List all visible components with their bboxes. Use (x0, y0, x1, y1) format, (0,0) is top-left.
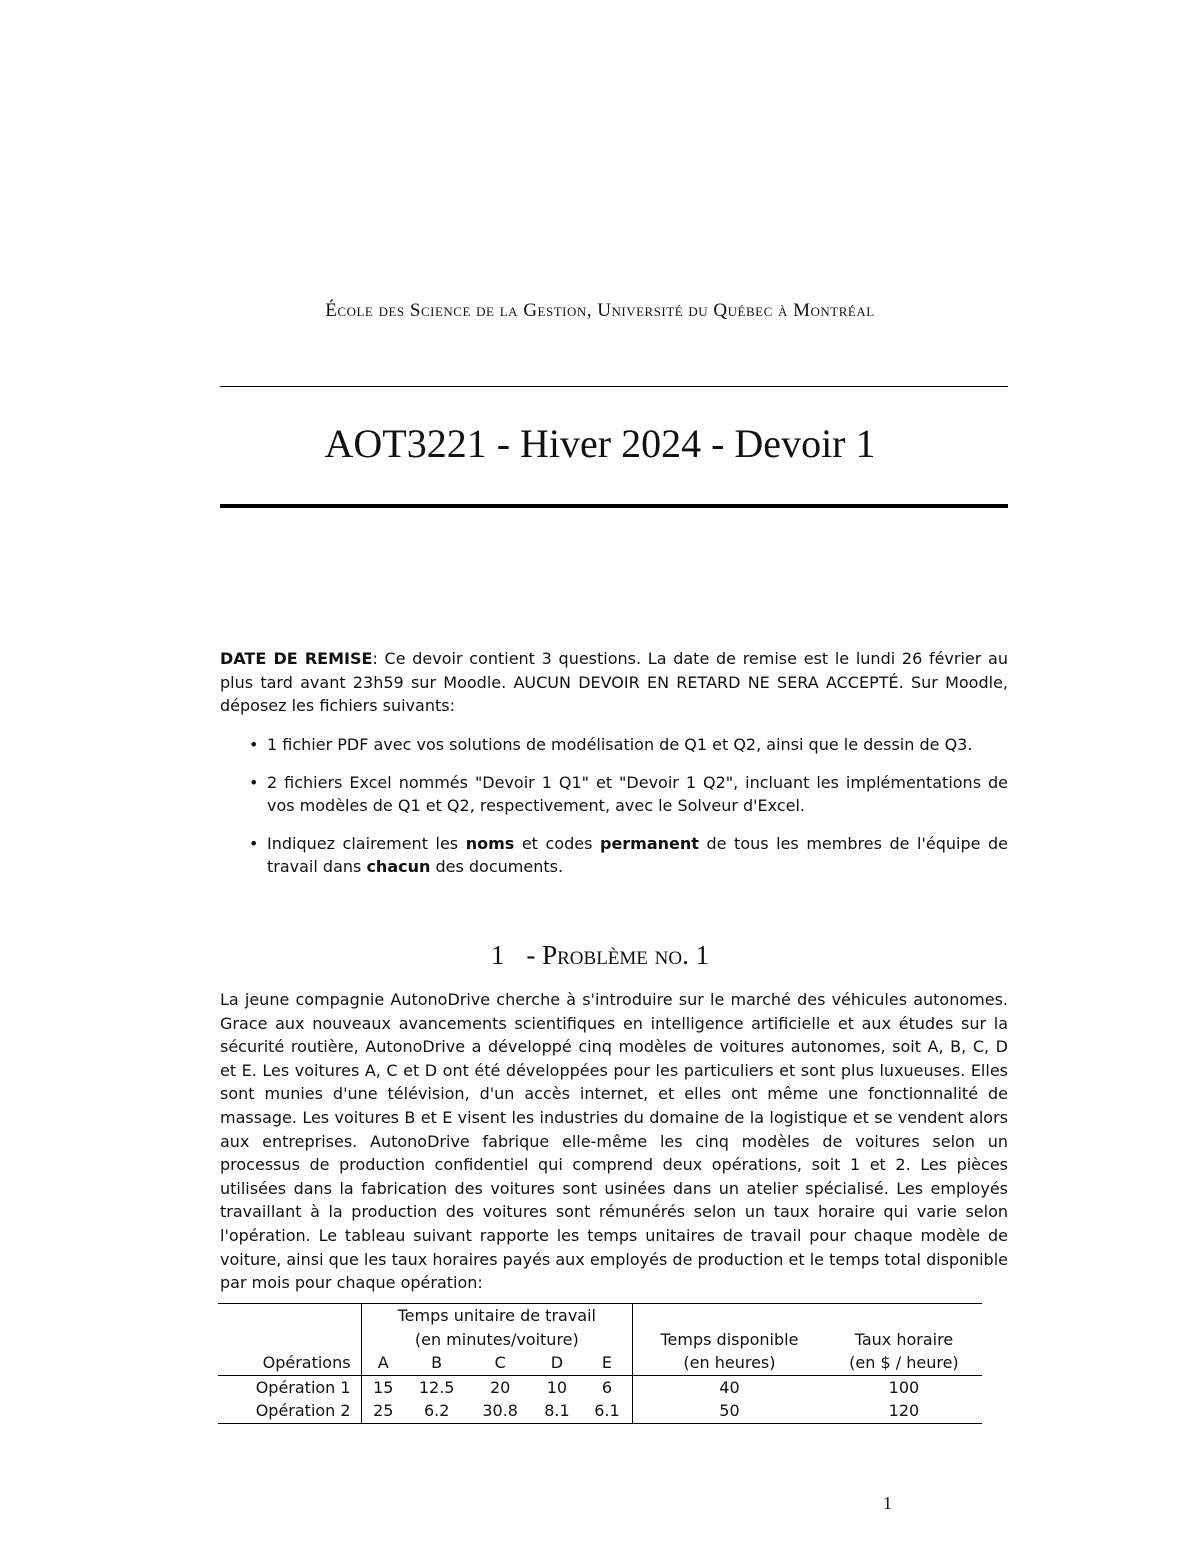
hourly-rate-unit: (en $ / heure) (826, 1351, 982, 1375)
available-time-header: Temps disponible (660, 1329, 799, 1349)
list-item (245, 733, 1008, 757)
table-header-cell (218, 1304, 361, 1328)
document-title: AOT3221 - Hiver 2024 - Devoir 1 (324, 421, 876, 466)
table-header-cell (633, 1304, 826, 1328)
operation-name: Opération 2 (218, 1399, 361, 1423)
institution-header: École des Science de la Gestion, Université du Québec à Montréal (325, 300, 875, 321)
hourly-rate-header: Taux horaire (854, 1329, 954, 1349)
requirement-names-text: et codes (514, 833, 600, 853)
section-number: 1 (490, 940, 505, 970)
table-cell: 12.5 (418, 1377, 455, 1397)
requirement-pdf: 1 fichier PDF avec vos solutions de modélisation de Q1 et Q2, ainsi que le dessin de Q3. (267, 735, 973, 754)
table-cell: 6.1 (582, 1399, 633, 1423)
title-top-rule (220, 386, 1008, 387)
available-time-cell: 40 (719, 1377, 740, 1397)
list-item (245, 771, 1008, 818)
table-cell: 25 (361, 1399, 405, 1423)
hourly-rate-cell: 100 (888, 1377, 920, 1397)
requirement-names-text: des documents. (430, 857, 564, 877)
title-bottom-rule (220, 504, 1008, 508)
model-header-c: C (468, 1351, 532, 1375)
table-header-cell (218, 1328, 361, 1352)
operations-table (218, 1303, 982, 1424)
due-date-label: DATE DE REMISE (220, 649, 373, 668)
table-cell: 15 (373, 1377, 394, 1397)
table-row (218, 1399, 982, 1423)
table-header-cell (826, 1304, 982, 1328)
due-date-text: : Ce devoir contient 3 questions. La date de remise est le lundi 26 février au plus tard avant 23h59 sur Moodle. AUCUN DEVOIR EN RETARD NE SERA ACCEPTÉ. Sur Moodle, déposez les fichiers suivants: (220, 649, 1008, 716)
model-header-b: B (405, 1351, 469, 1375)
emphasis-each: chacun (366, 857, 431, 877)
page-number: 1 (883, 1493, 892, 1513)
requirement-names-text: Indiquez clairement les (267, 833, 466, 853)
problem-statement: La jeune compagnie AutonoDrive cherche à s'introduire sur le marché des véhicules autonomes. Grace aux nouveaux avancements scientifiques en intelligence artificielle et aux études sur la sécurité routière, AutonoDrive a développé cinq modèles de voitures autonomes, soit A, B, C, D et E. Les voitures A, C et D ont été développées pour les particuliers et sont plus luxueuses. Elles sont munies d'une télévision, d'un accès internet, et elles ont même une fonctionnalité de massage. Les voitures B et E visent les industries du domaine de la logistique et se vendent alors aux entreprises. AutonoDrive fabrique elle-même les cinq modèles de voitures selon un processus de production confidentiel qui comprend deux opérations, soit 1 et 2. Les pièces utilisées dans la fabrication des voitures sont usinées dans un atelier spécialisé. Les employés travaillant à la production des voitures sont rémunérés selon un taux horaire qui varie selon l'opération. Le tableau suivant rapporte les temps unitaires de travail pour chaque modèle de voiture, ainsi que les taux horaires payés aux employés de production et le temps total disponible par mois pour chaque opération: (220, 990, 1008, 1293)
model-header-a: A (361, 1351, 405, 1375)
table-cell: 10 (546, 1377, 568, 1397)
section-title: - Problème no. 1 (526, 940, 710, 970)
emphasis-names: noms (465, 833, 515, 853)
emphasis-permanent: permanent (599, 833, 699, 853)
submission-instructions (220, 647, 1008, 718)
list-item (245, 832, 1008, 879)
table-cell: 6.2 (405, 1399, 469, 1423)
unit-time-header: Temps unitaire de travail (361, 1304, 632, 1328)
table-cell: 20 (490, 1377, 511, 1397)
operations-column-header: Opérations (218, 1351, 361, 1375)
model-header-e: E (582, 1351, 633, 1375)
requirement-names-text: de tous les membres de l'équipe de travail dans (267, 833, 1008, 877)
table-row (218, 1375, 982, 1399)
unit-time-subheader: (en minutes/voiture) (361, 1328, 632, 1352)
table-cell: 8.1 (532, 1399, 582, 1423)
hourly-rate-cell: 120 (826, 1399, 982, 1423)
available-time-unit: (en heures) (633, 1351, 826, 1375)
requirements-list (245, 733, 1008, 893)
section-heading (0, 940, 1200, 971)
table-cell: 30.8 (468, 1399, 532, 1423)
available-time-cell: 50 (633, 1399, 826, 1423)
operation-name: Opération 1 (218, 1375, 361, 1399)
requirement-excel: 2 fichiers Excel nommés "Devoir 1 Q1" et "Devoir 1 Q2", incluant les implémentations de vos modèles de Q1 et Q2, respectivement, avec le Solveur d'Excel. (267, 772, 1008, 816)
model-header-d: D (532, 1351, 582, 1375)
table-cell: 6 (582, 1375, 633, 1399)
